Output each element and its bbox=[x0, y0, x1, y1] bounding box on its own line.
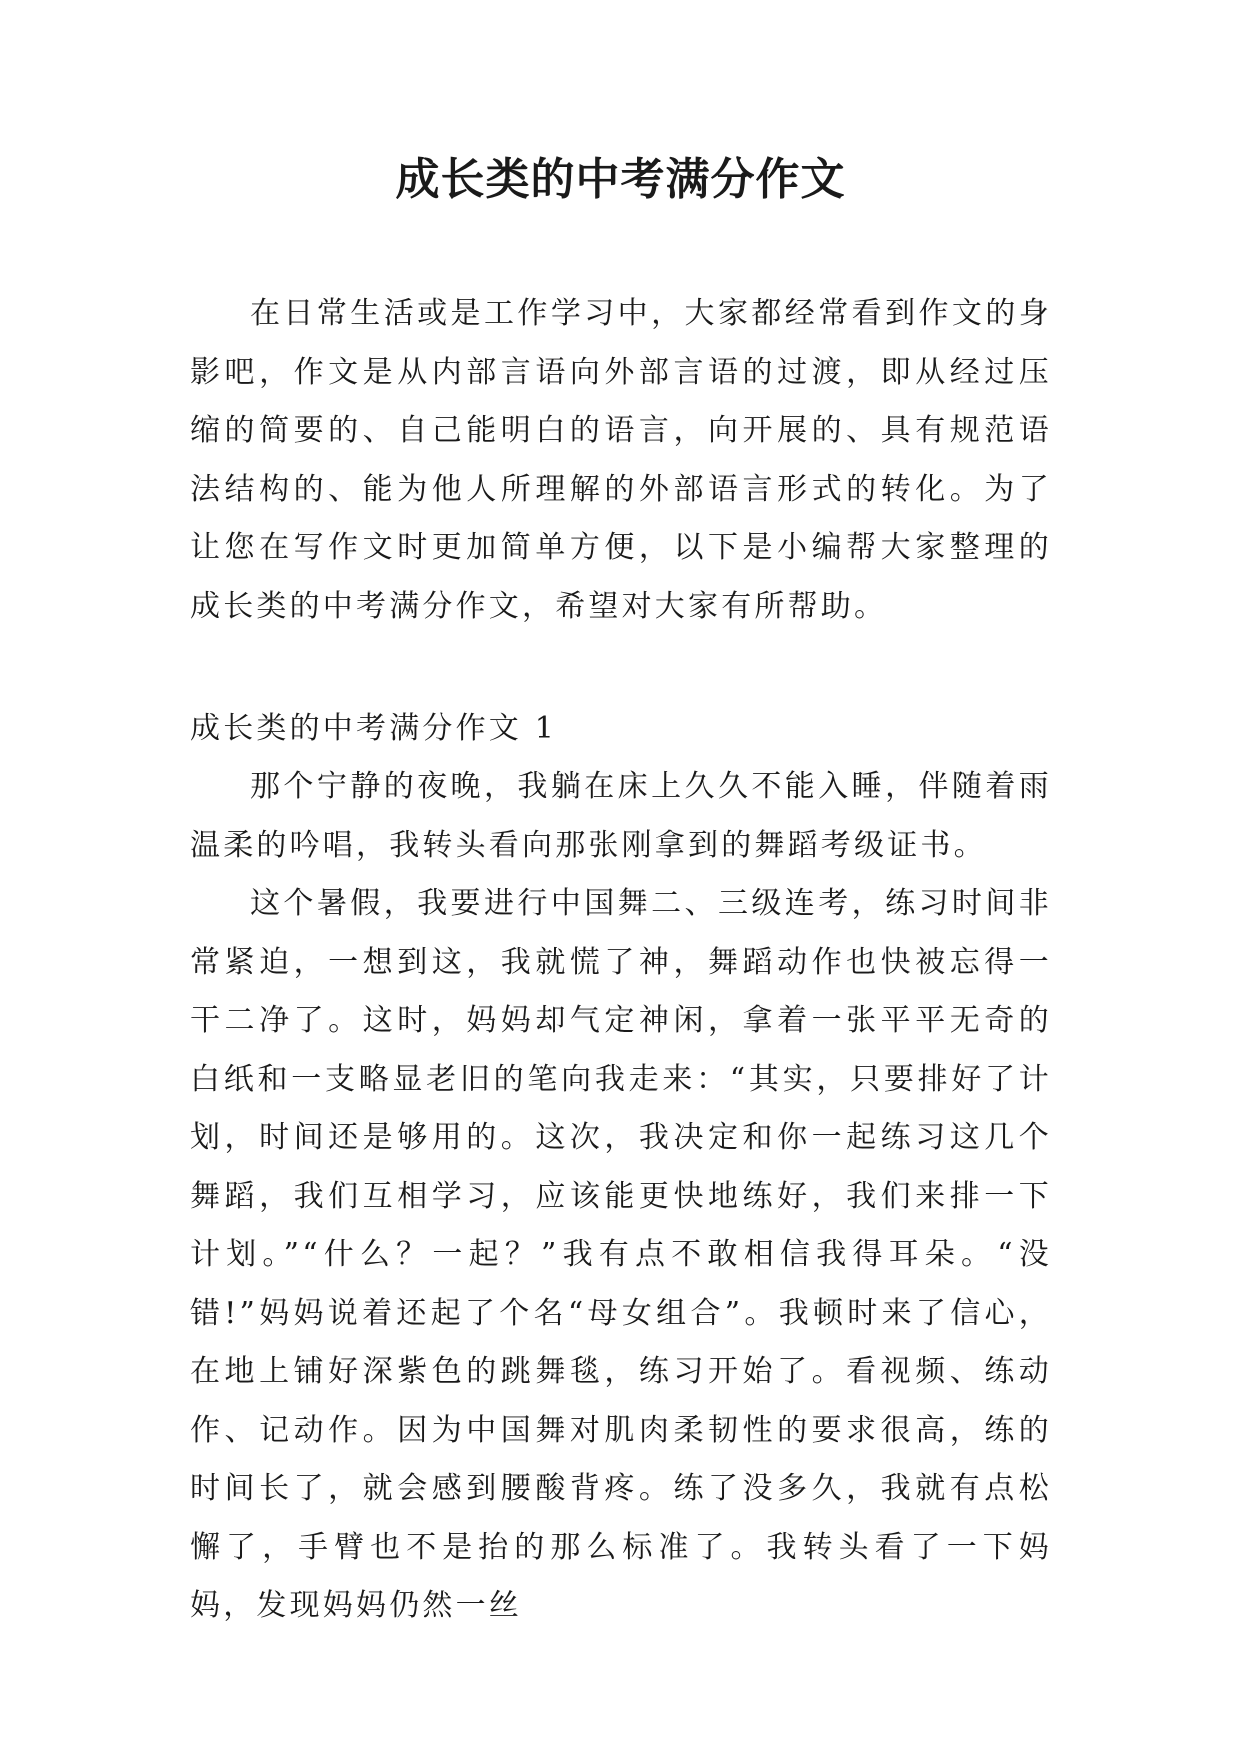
intro-block bbox=[190, 285, 1052, 636]
essay-body bbox=[190, 758, 1052, 1636]
document-title: 成长类的中考满分作文 bbox=[395, 154, 846, 205]
intro-paragraph: 在日常生活或是工作学习中，大家都经常看到作文的身影吧，作文是从内部言语向外部言语的过渡，即从经过压缩的简要的、自己能明白的语言，向开展的、具有规范语法结构的、能为他人所理解的外部语言形式的转化。为了让您在写作文时更加简单方便，以下是小编帮大家整理的成长类的中考满分作文，希望对大家有所帮助。 bbox=[190, 296, 1052, 624]
essay-paragraph-2: 这个暑假，我要进行中国舞二、三级连考，练习时间非常紧迫，一想到这，我就慌了神，舞蹈动作也快被忘得一干二净了。这时，妈妈却气定神闲，拿着一张平平无奇的白纸和一支略显老旧的笔向我走来：“其实，只要排好了计划，时间还是够用的。这次，我决定和你一起练习这几个舞蹈，我们互相学习，应该能更快地练好，我们来排一下计划。”“什么？一起？”我有点不敢相信我得耳朵。“没错!”妈妈说着还起了个名“母女组合”。我顿时来了信心，在地上铺好深紫色的跳舞毯，练习开始了。看视频、练动作、记动作。因为中国舞对肌肉柔韧性的要求很高，练的时间长了，就会感到腰酸背疼。练了没多久，我就有点松懈了，手臂也不是抬的那么标准了。我转头看了一下妈妈，发现妈妈仍然一丝 bbox=[190, 886, 1052, 1623]
essay-paragraph-1: 那个宁静的夜晚，我躺在床上久久不能入睡，伴随着雨温柔的吟唱，我转头看向那张刚拿到的舞蹈考级证书。 bbox=[190, 769, 1052, 863]
section-heading: 成长类的中考满分作文 1 bbox=[190, 711, 558, 746]
